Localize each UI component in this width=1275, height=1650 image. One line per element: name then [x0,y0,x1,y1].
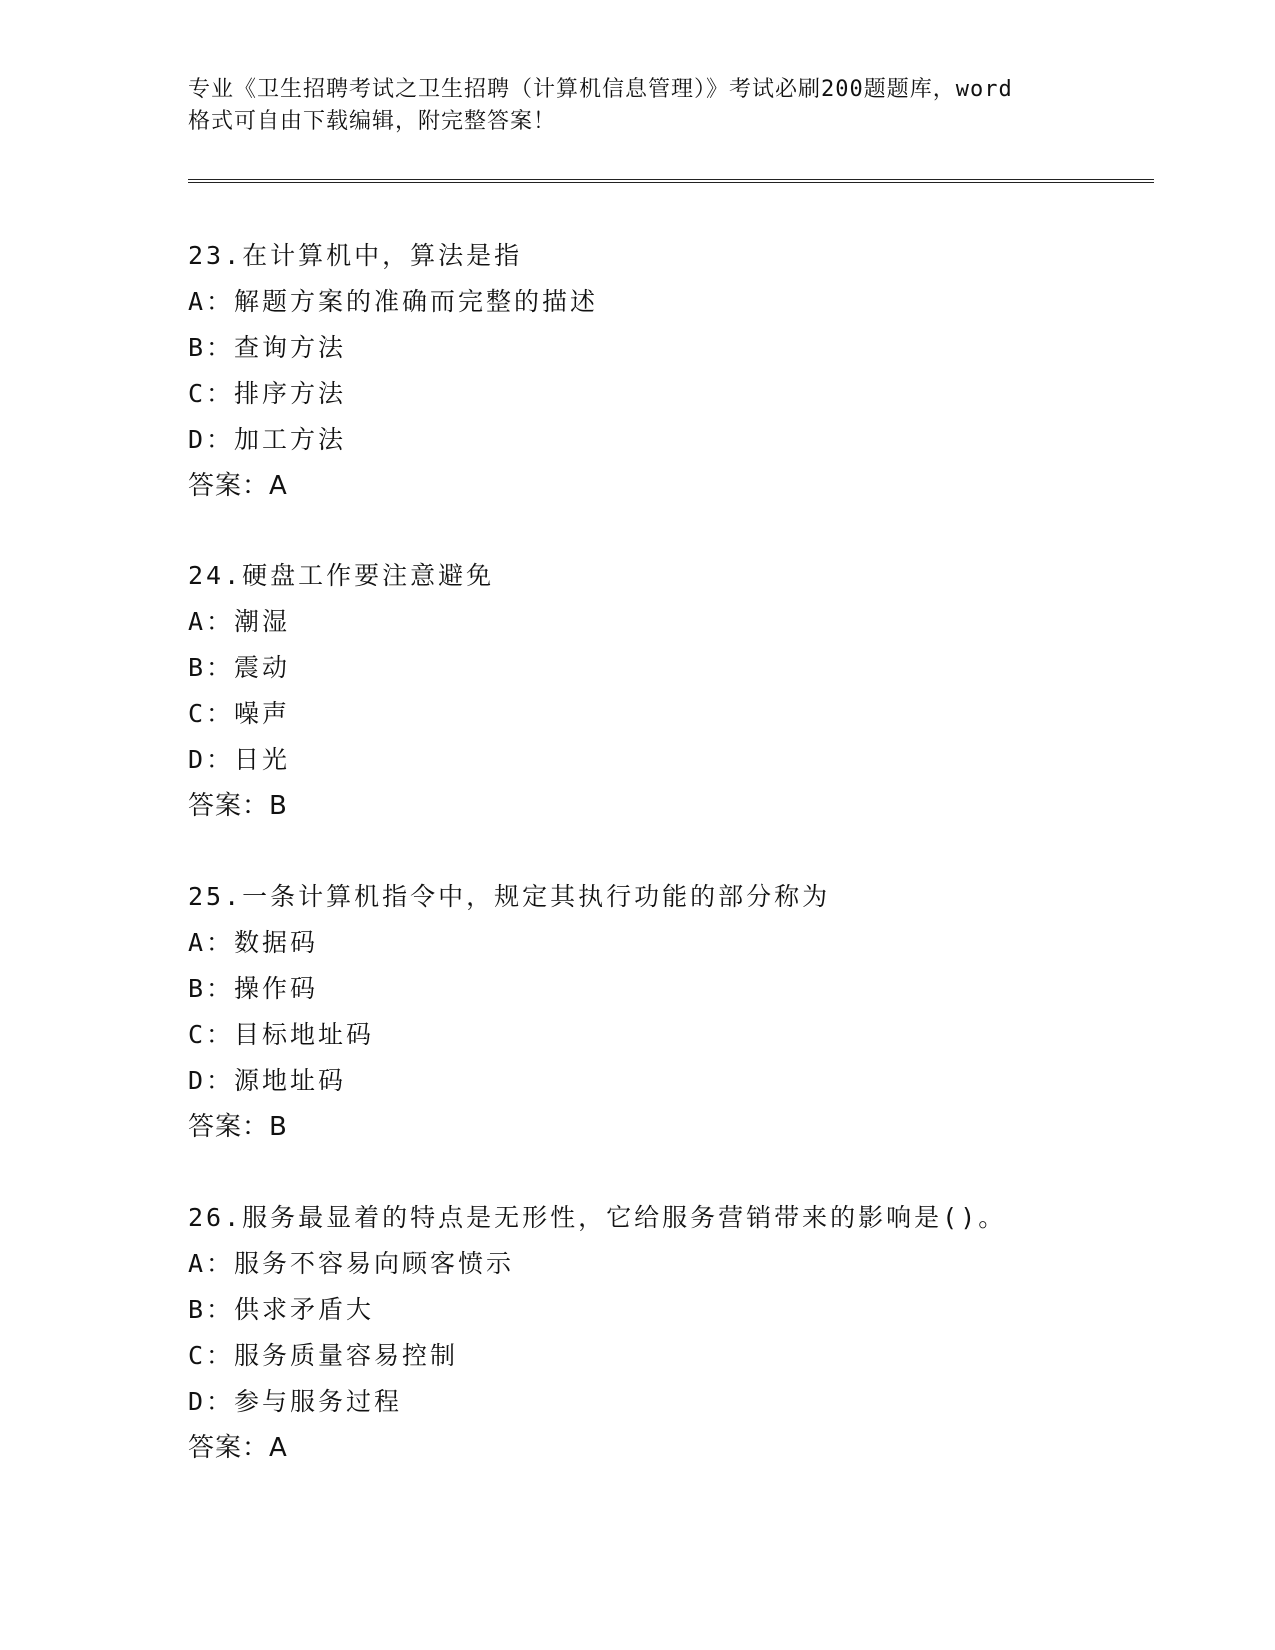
header-line-1: 专业《卫生招聘考试之卫生招聘（计算机信息管理）》考试必刷200题题库，word [188,77,1013,102]
option-c: C：排序方法 [188,379,347,408]
answer: 答案：A [188,1433,288,1463]
answer: 答案：B [188,791,288,821]
option-a: A：潮湿 [188,607,291,636]
header-divider [188,179,1154,183]
option-a: A：数据码 [188,928,319,957]
option-c: C：噪声 [188,699,291,728]
question-block [188,874,1188,1150]
question-stem: 24.硬盘工作要注意避免 [188,561,495,590]
option-a: A：解题方案的准确而完整的描述 [188,287,599,316]
question-stem: 25.一条计算机指令中，规定其执行功能的部分称为 [188,882,831,911]
question-stem: 23.在计算机中，算法是指 [188,241,523,270]
question-block [188,553,1188,829]
question-block [188,1195,1188,1471]
option-b: B：查询方法 [188,333,347,362]
document-header [188,74,1088,138]
question-block [188,233,1188,509]
option-d: D：加工方法 [188,425,347,454]
question-stem: 26.服务最显着的特点是无形性，它给服务营销带来的影响是()。 [188,1203,1007,1232]
option-d: D：日光 [188,745,291,774]
answer: 答案：B [188,1112,288,1142]
option-a: A：服务不容易向顾客愤示 [188,1249,515,1278]
option-b: B：供求矛盾大 [188,1295,375,1324]
answer: 答案：A [188,471,288,501]
option-c: C：目标地址码 [188,1020,375,1049]
option-d: D：源地址码 [188,1066,347,1095]
header-line-2: 格式可自由下载编辑，附完整答案！ [188,109,557,134]
option-b: B：操作码 [188,974,319,1003]
option-c: C：服务质量容易控制 [188,1341,459,1370]
option-b: B：震动 [188,653,291,682]
option-d: D：参与服务过程 [188,1387,403,1416]
